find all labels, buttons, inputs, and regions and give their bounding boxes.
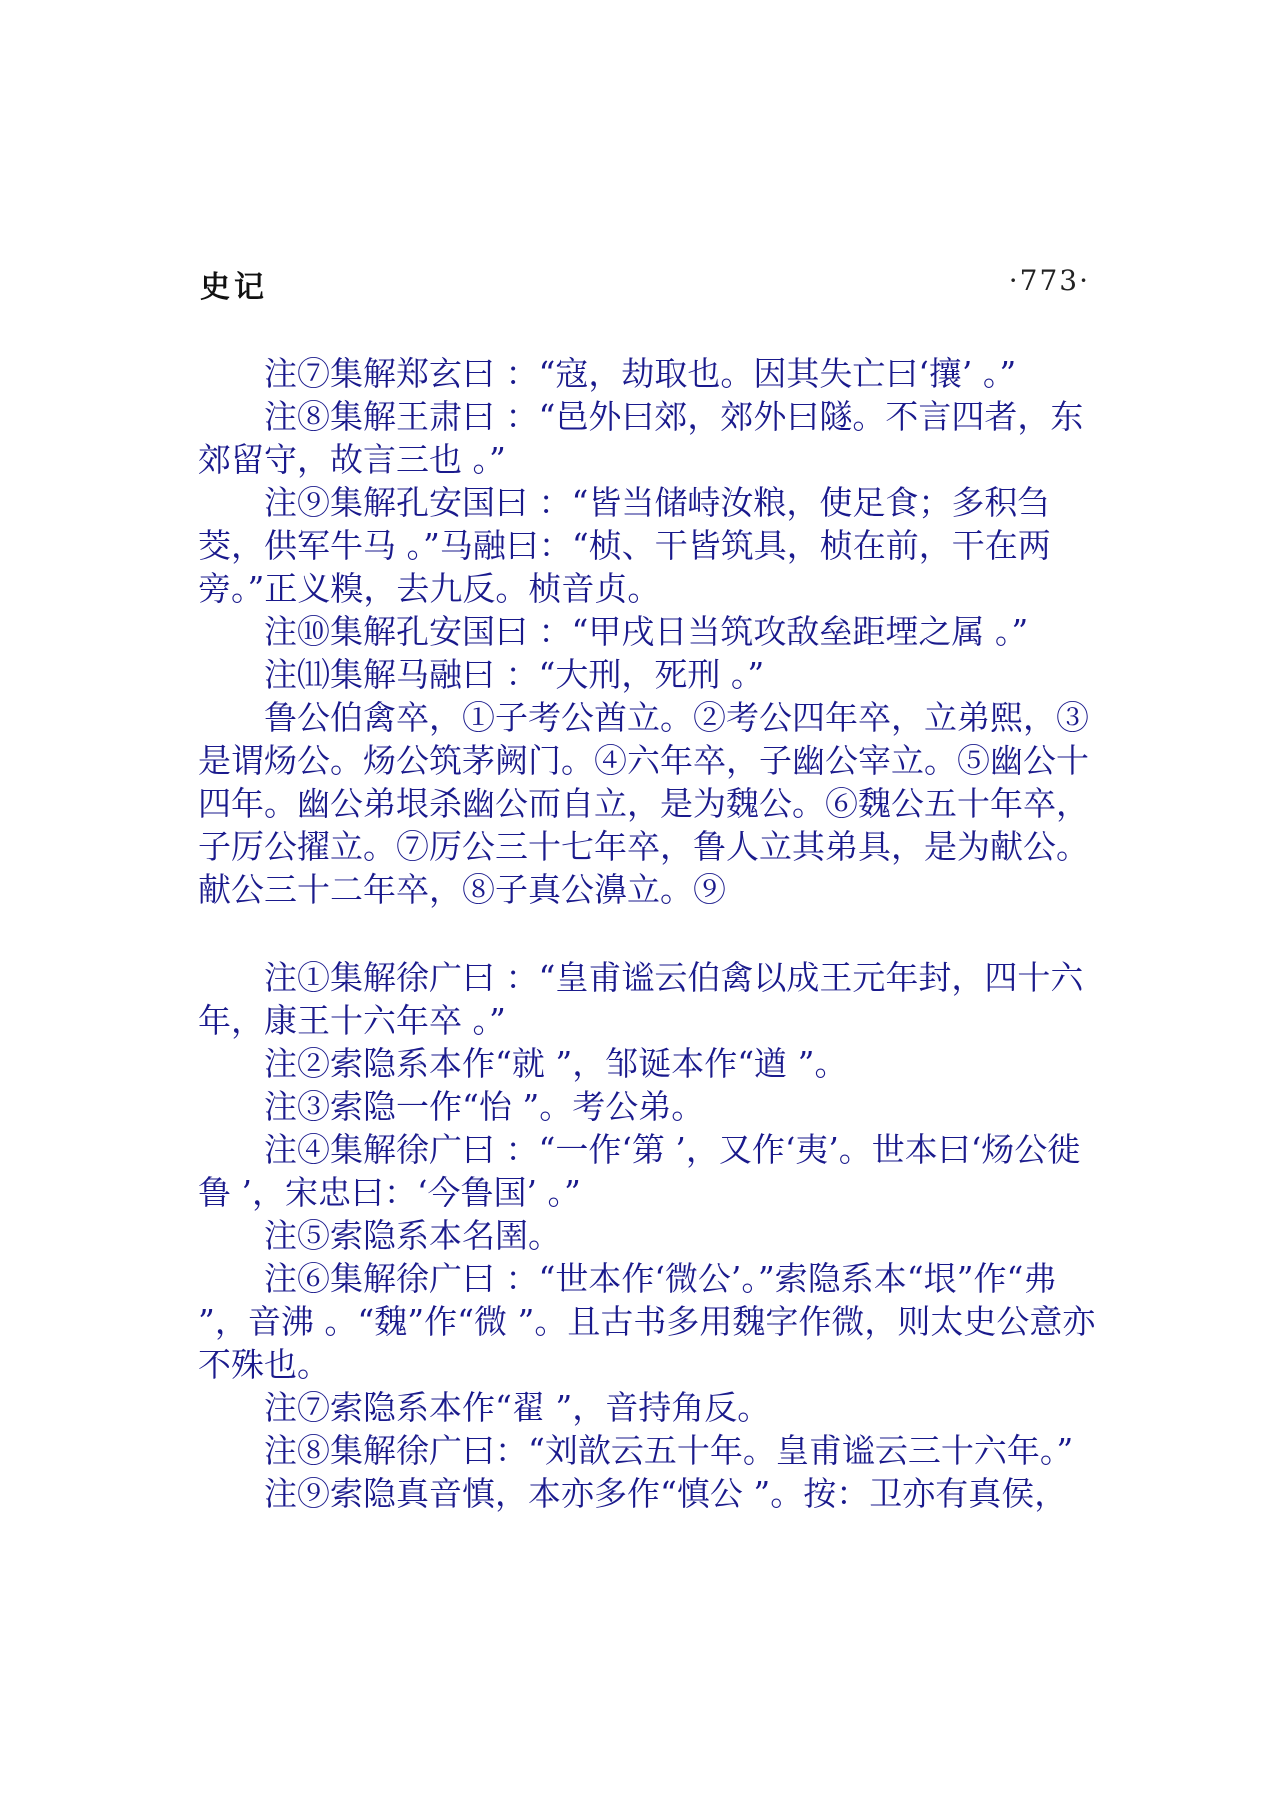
book-title: 史记 <box>200 270 268 305</box>
annotation-line: 注③索隐一作“怡 ”。考公弟。 <box>264 1087 705 1126</box>
annotation-line: 注①集解徐广曰 ：“皇甫谧云伯禽以成王元年封，四十六年，康王十六年卒 。” <box>198 958 1084 1040</box>
annotation-line: 注⑧集解王肃曰 ：“邑外曰郊，郊外曰隧。不言四者，东郊留守，故言三也 。” <box>198 397 1084 479</box>
annotation-line: 注②索隐系本作“就 ”，邹诞本作“遒 ”。 <box>264 1044 848 1083</box>
annotation-line: 注⑧集解徐广曰：“刘歆云五十年。皇甫谧云三十六年。” <box>264 1431 1074 1470</box>
text-block-annotations-lower <box>198 956 1098 1515</box>
annotation-line: 注⑤索隐系本名圉。 <box>264 1216 561 1255</box>
annotation-line: 注⑦集解郑玄曰 ：“寇，劫取也。因其失亡曰‘攘’ 。” <box>264 354 1017 393</box>
annotation-line: 注⑨集解孔安国曰 ：“皆当储峙汝粮，使足食；多积刍茭，供军牛马 。”马融曰：“桢、干皆筑具，桢在前，干在两旁。”正义糗，去九反。桢音贞。 <box>198 483 1051 608</box>
text-block-annotations-upper <box>198 352 1098 911</box>
page-number: ·773· <box>1008 264 1090 297</box>
annotation-line: 注⑩集解孔安国曰 ：“甲戌日当筑攻敌垒距堙之属 。” <box>264 612 1029 651</box>
annotation-line: 注⑦索隐系本作“翟 ”，音持角反。 <box>264 1388 771 1427</box>
annotation-line: 注④集解徐广曰 ：“一作‘第 ’，又作‘夷’。世本曰‘炀公徙鲁 ’，宋忠曰：‘今鲁国’ 。” <box>198 1130 1081 1212</box>
annotation-line: 注⑥集解徐广曰 ：“世本作‘微公’。”索隐系本“垠”作“弗 ”，音沸 。“魏”作“微 ”。且古书多用魏字作微，则太史公意亦不殊也。 <box>198 1259 1096 1384</box>
annotation-line: 注⑾集解马融曰 ：“大刑，死刑 。” <box>264 655 765 694</box>
annotation-line: 注⑨索隐真音慎，本亦多作“慎公 ”。按：卫亦有真侯， <box>264 1474 1068 1513</box>
main-text-paragraph: 鲁公伯禽卒，①子考公酋立。②考公四年卒，立弟熙，③是谓炀公。炀公筑茅阙门。④六年卒，子幽公宰立。⑤幽公十四年。幽公弟垠杀幽公而自立，是为魏公。⑥魏公五十年卒，子厉公擢立。⑦厉公三十七年卒，鲁人立其弟具，是为献公。献公三十二年卒，⑧子真公濞立。⑨ <box>198 698 1089 909</box>
page-header <box>200 262 1090 305</box>
